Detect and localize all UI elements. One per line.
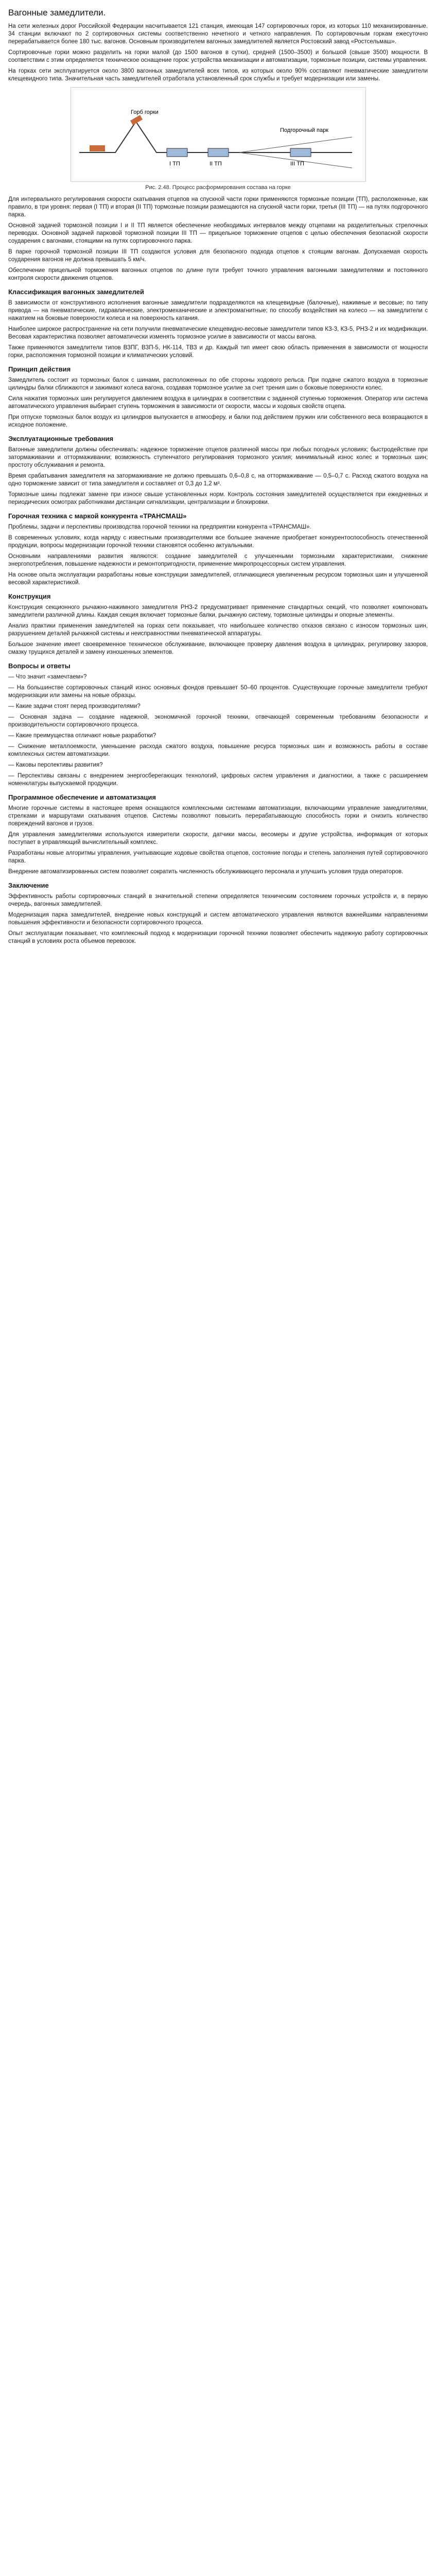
section-paragraph: — Каковы перспективы развития? [8,762,103,768]
section [8,592,428,656]
section-heading: Вопросы и ответы [8,662,71,670]
section-paragraph: В зависимости от конструктивного исполнения вагонные замедлители подразделяются на клещевидные (балочные), нажимные и весовые; по типу привода — на пневматические, гидравлические, электромеханические и электромагнитные; по способу воздействия на колесо — на замедлители с нажатием на боковые поверхности колеса и на поверхность катания. [8,300,428,321]
section-paragraph: Время срабатывания замедлителя на затормаживание не должно превышать 0,6–0,8 с, на оттормаживание — 0,5–0,7 с. Расход сжатого воздуха на одно торможение зависит от типа замедлителя и составляет от 0,3 до 1,2 м³. [8,473,428,487]
section-paragraph: — Какие преимущества отличают новые разработки? [8,733,156,739]
section [8,434,428,506]
section-paragraph: Модернизация парка замедлителей, внедрение новых конструкций и систем автоматического управления являются важнейшими направлениями повышения эффективности и безопасности сортировочного процесса. [8,912,428,926]
section-paragraph: Многие горочные системы в настоящее время оснащаются комплексными системами автоматизации, включающими управление замедлителями, стрелками и маршрутами скатывания отцепов. Системы позволяют повысить перерабатывающую способность горки и снизить количество повреждений вагонов и грузов. [8,805,428,827]
page-title: Вагонные замедлители. [8,8,106,18]
section-paragraph: Основными направлениями развития являются: создание замедлителей с улучшенными тормозными характеристиками, снижение энергопотребления, повышение надежности и ремонтопригодности, применение микропроцессорных систем управления. [8,553,428,567]
hump-diagram [74,91,362,178]
section-paragraph: Разработаны новые алгоритмы управления, учитывающие ходовые свойства отцепов, состояние погоды и степень заполнения путей сортировочного парка. [8,850,428,864]
intro-paragraph: Сортировочные горки можно разделить на горки малой (до 1500 вагонов в сутки), средней (1500–3500) и большой (свыше 3500) мощности. В соответствии с этим определяется техническое оснащение горок: устройства механизации и автоматизации, тормозные позиции, системы управления. [8,49,428,63]
section-heading: Горочная техника с маркой конкурента «ТРАНСМАШ» [8,512,187,520]
section-paragraph: Вагонные замедлители должны обеспечивать: надежное торможение отцепов различной массы при любых погодных условиях; быстродействие при затормаживании и оттормаживании; возможность ступенчатого регулирования тормозного усилия; минимальный износ колес и тормозных шин; простоту обслуживания и ремонта. [8,447,428,468]
figure-hump-diagram [71,87,366,182]
section-paragraph: При отпуске тормозных балок воздух из цилиндров выпускается в атмосферу, и балки под действием пружин или собственного веса возвращаются в исходное положение. [8,414,428,428]
section-paragraph: — На большинстве сортировочных станций износ основных фондов превышает 50–60 процентов. Существующие горочные замедлители требуют модернизации или замены на новые образцы. [8,685,428,699]
section [8,512,428,587]
tp2-label: II ТП [209,161,222,167]
section [8,287,428,360]
section-paragraph: Опыт эксплуатации показывает, что комплексный подход к модернизации горочной техники позволяет обеспечить надежную работу сортировочных станций в условиях роста объемов перевозок. [8,930,428,944]
section-paragraph: — Какие задачи стоят перед производителями? [8,703,141,709]
section-paragraph: Основной задачей тормозной позиции I и II ТП является обеспечение необходимых интервалов между отцепами на разделительных стрелочных переводах. Основной задачей парковой тормозной позиции III ТП — прицельное торможение отцепов с целью обеспечения безопасной скорости соударения с вагонами, стоящими на путях сортировочного парка. [8,223,428,244]
wagon [90,145,105,151]
section-paragraph: — Снижение металлоемкости, уменьшение расхода сжатого воздуха, повышение ресурса тормозных шин и возможность работы в составе комплексных систем автоматизации. [8,743,428,757]
section-paragraph: На основе опыта эксплуатации разработаны новые конструкции замедлителей, отличающиеся увеличенным ресурсом тормозных шин и улучшенной весовой характеристикой. [8,572,428,586]
tracks-label: Подгорочный парк [280,127,328,133]
article [0,0,436,959]
intro [8,23,428,83]
section-paragraph: В современных условиях, когда наряду с известными производителями все большее значение приобретает конкурентоспособность отечественной продукции, вопросы модернизации горочной техники становятся особенно актуальными. [8,535,428,549]
section-paragraph: Большое значение имеет своевременное техническое обслуживание, включающее проверку давления воздуха в цилиндрах, регулировку зазоров, смазку трущихся деталей и замену изношенных элементов. [8,641,428,655]
tp2-block [208,148,229,157]
section-paragraph: — Перспективы связаны с внедрением энергосберегающих технологий, цифровых систем управления и диагностики, а также с расширением номенклатуры выпускаемой продукции. [8,773,428,787]
section-paragraph: Проблемы, задачи и перспективы производства горочной техники на предприятии конкурента «ТРАНСМАШ». [8,524,311,530]
section-paragraph: Конструкция секционного рычажно-нажимного замедлителя РНЗ-2 предусматривает применение стандартных секций, что позволяет компоновать замедлители различной длины. Каждая секция включает тормозные балки, рычажную систему, тормозные цилиндры и опорные элементы. [8,604,428,618]
hump-label: Горб горки [130,109,159,115]
section-paragraph: Для управления замедлителями используются измерители скорости, датчики массы, весомеры и другие устройства, информация от которых поступает в управляющий вычислительный комплекс. [8,832,428,845]
section-paragraph: Наиболее широкое распространение на сети получили пневматические клещевидно-весовые замедлители типов КЗ-3, КЗ-5, РНЗ-2 и их модификации. Весовая характеристика позволяет автоматически изменять тормозное усилие в зависимости от массы вагона. [8,326,428,340]
section [8,881,428,945]
section-paragraph: Для интервального регулирования скорости скатывания отцепов на спускной части горки применяются тормозные позиции (ТП), расположенные, как правило, в три уровня: первая (I ТП) и вторая (II ТП) тормозные позиции размещаются на спускной части горки, третья (III ТП) — на путях подгорочного парка. [8,196,428,218]
section-paragraph: Также применяются замедлители типов ВЗПГ, ВЗП-5, НК-114, ТВЗ и др. Каждый тип имеет свою область применения в зависимости от мощности горки, расположения тормозной позиции и климатических условий. [8,345,428,359]
tp1-label: I ТП [169,161,180,167]
section-paragraph: Обеспечение прицельной торможения вагонных отцепов по длине пути требует точного управления вагонными замедлителями и постоянного контроля скорости движения отцепов. [8,267,428,281]
section-heading: Программное обеспечение и автоматизация [8,793,156,801]
section-paragraph: В парке горочной тормозной позиции III ТП создаются условия для безопасного подхода отцепов к стоящим вагонам. Допускаемая скорость соударения вагонов не должна превышать 5 км/ч. [8,249,428,263]
section-heading: Принцип действия [8,365,71,373]
section [8,365,428,429]
section [8,793,428,876]
section-paragraph: Сила нажатия тормозных шин регулируется давлением воздуха в цилиндрах в соответствии с заданной ступенью торможения. Оператор или система автоматического управления выбирает ступень торможения в зависимости от скорости, массы и ходовых свойств отцепа. [8,396,428,410]
intro-paragraph: На сети железных дорог Российской Федерации насчитывается 121 станция, имеющая 147 сортировочных горок, из которых 110 механизированные. 34 станции включают по 2 сортировочных системы соответственно нечетного и четного направления. По сортировочным горкам ежесуточно перерабатывается более 180 тыс. вагонов. Основным производителем вагонных замедлителей является Ростовский завод «Ростсельмаш». [8,23,428,45]
section-paragraph: Анализ практики применения замедлителей на горках сети показывает, что наибольшее количество отказов связано с износом тормозных шин, разрушением деталей рычажной системы и неисправностями пневматической аппаратуры. [8,623,428,637]
section-paragraph: Внедрение автоматизированных систем позволяет сократить численность обслуживающего персонала и улучшить условия труда операторов. [8,869,404,875]
tp1-block [167,148,187,157]
tp3-block [290,148,311,157]
sections [8,196,428,945]
section-paragraph: Замедлитель состоит из тормозных балок с шинами, расположенных по обе стороны ходового рельса. При подаче сжатого воздуха в тормозные цилиндры балки сближаются и зажимают колеса вагона, создавая тормозное усилие за счет трения шин о боковые поверхности колес. [8,377,428,391]
section-paragraph: Тормозные шины подлежат замене при износе свыше установленных норм. Контроль состояния замедлителей осуществляется при ежедневных и периодических осмотрах работниками дистанции сигнализации, централизации и блокировки. [8,492,428,505]
section-heading: Заключение [8,882,49,889]
intro-paragraph: На горках сети эксплуатируется около 3800 вагонных замедлителей всех типов, из которых около 90% составляют пневматические замедлители клещевидного типа. Значительная часть замедлителей отработала установленный срок службы и требует модернизации или замены. [8,68,428,82]
section-paragraph: — Что значит «замечтаем»? [8,674,87,680]
section-heading: Эксплуатационные требования [8,435,114,443]
section-heading: Конструкция [8,592,51,600]
figure-caption: Рис. 2.48. Процесс расформирования состава на горке [145,184,291,191]
section [8,196,428,282]
section-heading: Классификация вагонных замедлителей [8,288,144,296]
section-paragraph: — Основная задача — создание надежной, экономичной горочной техники, отвечающей современным требованиям безопасности и производительности сортировочного процесса. [8,714,428,728]
section [8,662,428,788]
tp3-label: III ТП [290,161,304,167]
section-paragraph: Эффективность работы сортировочных станций в значительной степени определяется техническим состоянием горочных устройств и, в первую очередь, вагонных замедлителей. [8,893,428,907]
